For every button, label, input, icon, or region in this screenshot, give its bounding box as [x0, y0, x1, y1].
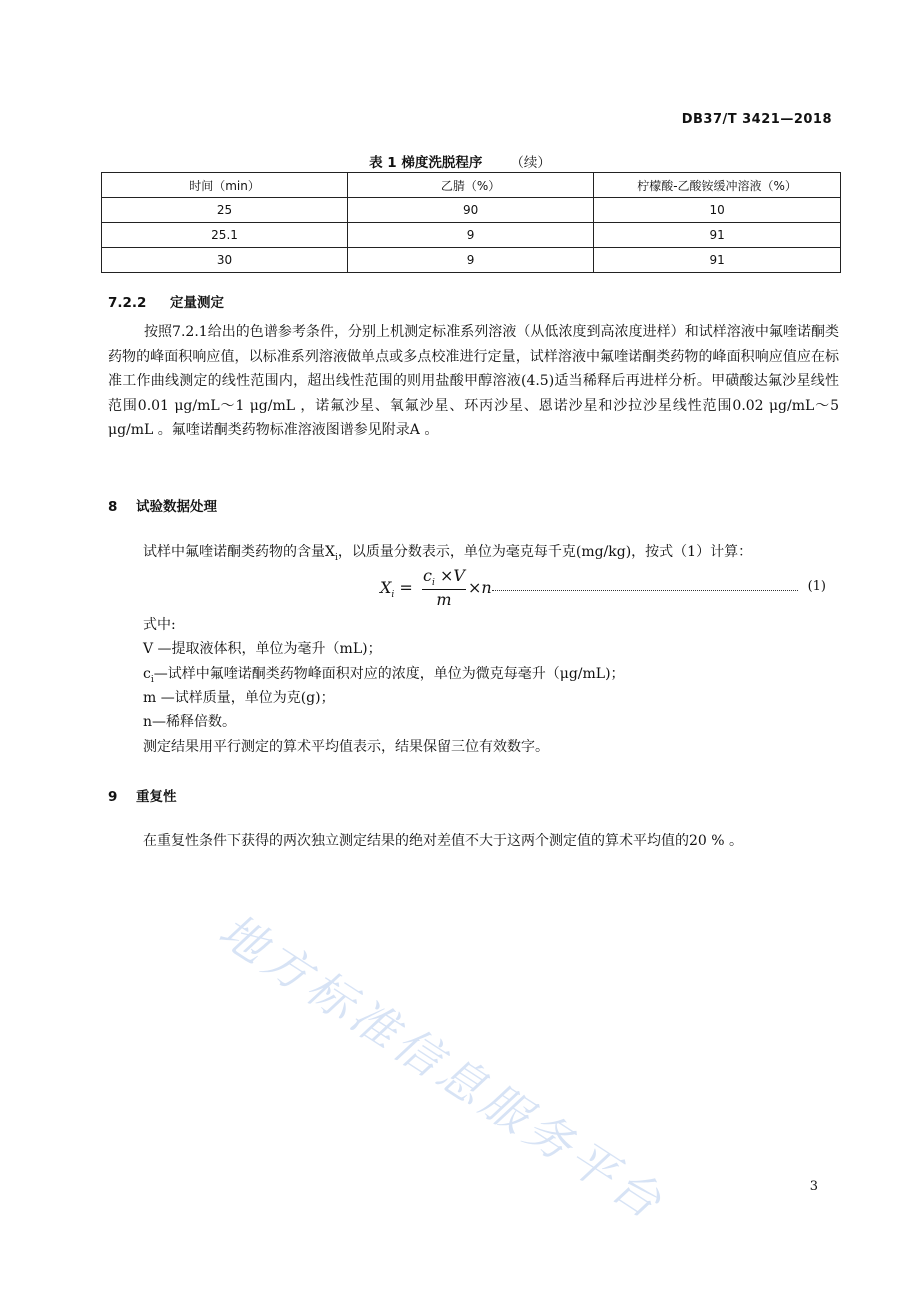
formula-fraction — [422, 566, 466, 609]
section-number: 7.2.2 — [108, 295, 147, 311]
table-cell: 91 — [594, 248, 841, 273]
section-title: 定量测定 — [170, 295, 224, 311]
table-row — [102, 248, 841, 273]
section-heading-7-2-2 — [108, 291, 224, 311]
formula-denominator: m — [436, 590, 452, 610]
page-number: 3 — [809, 1179, 818, 1194]
table-cell: 10 — [594, 198, 841, 223]
definition-c: $c_i—$试样中氟喹诺酮类药物峰面积对应的浓度，单位为微克每毫升（μg/mL)； — [143, 666, 625, 685]
section-title: 试验数据处理 — [136, 499, 217, 515]
column-header-buffer: 柠檬酸-乙酸铵缓冲溶液（%） — [594, 173, 841, 198]
intro-subscript: i — [334, 552, 338, 563]
section-number: 9 — [108, 789, 118, 805]
intro-text-rest: ，以质量分数表示，单位为毫克每千克(mg/kg)，按式（1）计算： — [337, 544, 753, 560]
document-code: DB37/T 3421—2018 — [681, 112, 832, 127]
table-caption-continued: （续） — [510, 155, 551, 171]
column-header-time: 时间（min） — [102, 173, 348, 198]
formula-lhs: $X_i$ = — [380, 578, 413, 601]
definition-m: m —试样质量，单位为克(g)； — [143, 690, 335, 706]
section-number: 8 — [108, 499, 118, 515]
table-row — [102, 223, 841, 248]
formula-number: (1) — [807, 579, 826, 594]
formula-1 — [380, 566, 840, 610]
section-heading-8 — [108, 495, 217, 515]
table-cell: 30 — [102, 248, 348, 273]
table-cell: 90 — [348, 198, 594, 223]
section-9-body: 在重复性条件下获得的两次独立测定结果的绝对差值不大于这两个测定值的算术平均值的20 % 。 — [143, 833, 744, 849]
watermark: 地方标准信息服务平台 — [209, 902, 676, 1232]
table-caption-title: 表 1 梯度洗脱程序 — [369, 155, 483, 171]
formula-numerator: $c_i \times V$ — [423, 566, 465, 589]
table-row — [102, 198, 841, 223]
result-note: 测定结果用平行测定的算术平均值表示，结果保留三位有效数字。 — [143, 739, 549, 755]
where-label: 式中: — [143, 617, 176, 633]
intro-text: 试样中氟喹诺酮类药物的含量X — [143, 544, 335, 560]
table-cell: 91 — [594, 223, 841, 248]
definition-n: n—稀释倍数。 — [143, 714, 237, 730]
table-cell: 9 — [348, 223, 594, 248]
table-header-row — [102, 173, 841, 198]
formula-multiplier: ×n — [468, 578, 492, 597]
gradient-elution-table — [101, 172, 841, 273]
table-cell: 25.1 — [102, 223, 348, 248]
formula-leader-dots — [492, 580, 798, 591]
section-7-2-2-body: 按照7.2.1给出的色谱参考条件，分别上机测定标准系列溶液（从低浓度到高浓度进样）和试样溶液中氟喹诺酮类药物的峰面积响应值，以标准系列溶液做单点或多点校准进行定量，试样溶液中氟喹诺酮类药物的峰面积响应值应在标准工作曲线测定的线性范围内，超出线性范围的则用盐酸甲醇溶液(4.5)适当稀释后再进样分析。甲磺酸达氟沙星线性范围0.01 μg/mL～1 μg/mL ，诺氟沙星、氧氟沙星、环丙沙星、恩诺沙星和沙拉沙星线性范围0.02 μg/mL～5 μg/mL 。氟喹诺酮类药物标准溶液图谱参见附录A 。 — [108, 324, 839, 438]
table-cell: 25 — [102, 198, 348, 223]
column-header-acetonitrile: 乙腈（%） — [348, 173, 594, 198]
section-heading-9 — [108, 785, 177, 805]
definition-v: V —提取液体积，单位为毫升（mL)； — [143, 641, 382, 657]
section-title: 重复性 — [136, 789, 177, 805]
table-cell: 9 — [348, 248, 594, 273]
table-caption — [0, 151, 920, 171]
